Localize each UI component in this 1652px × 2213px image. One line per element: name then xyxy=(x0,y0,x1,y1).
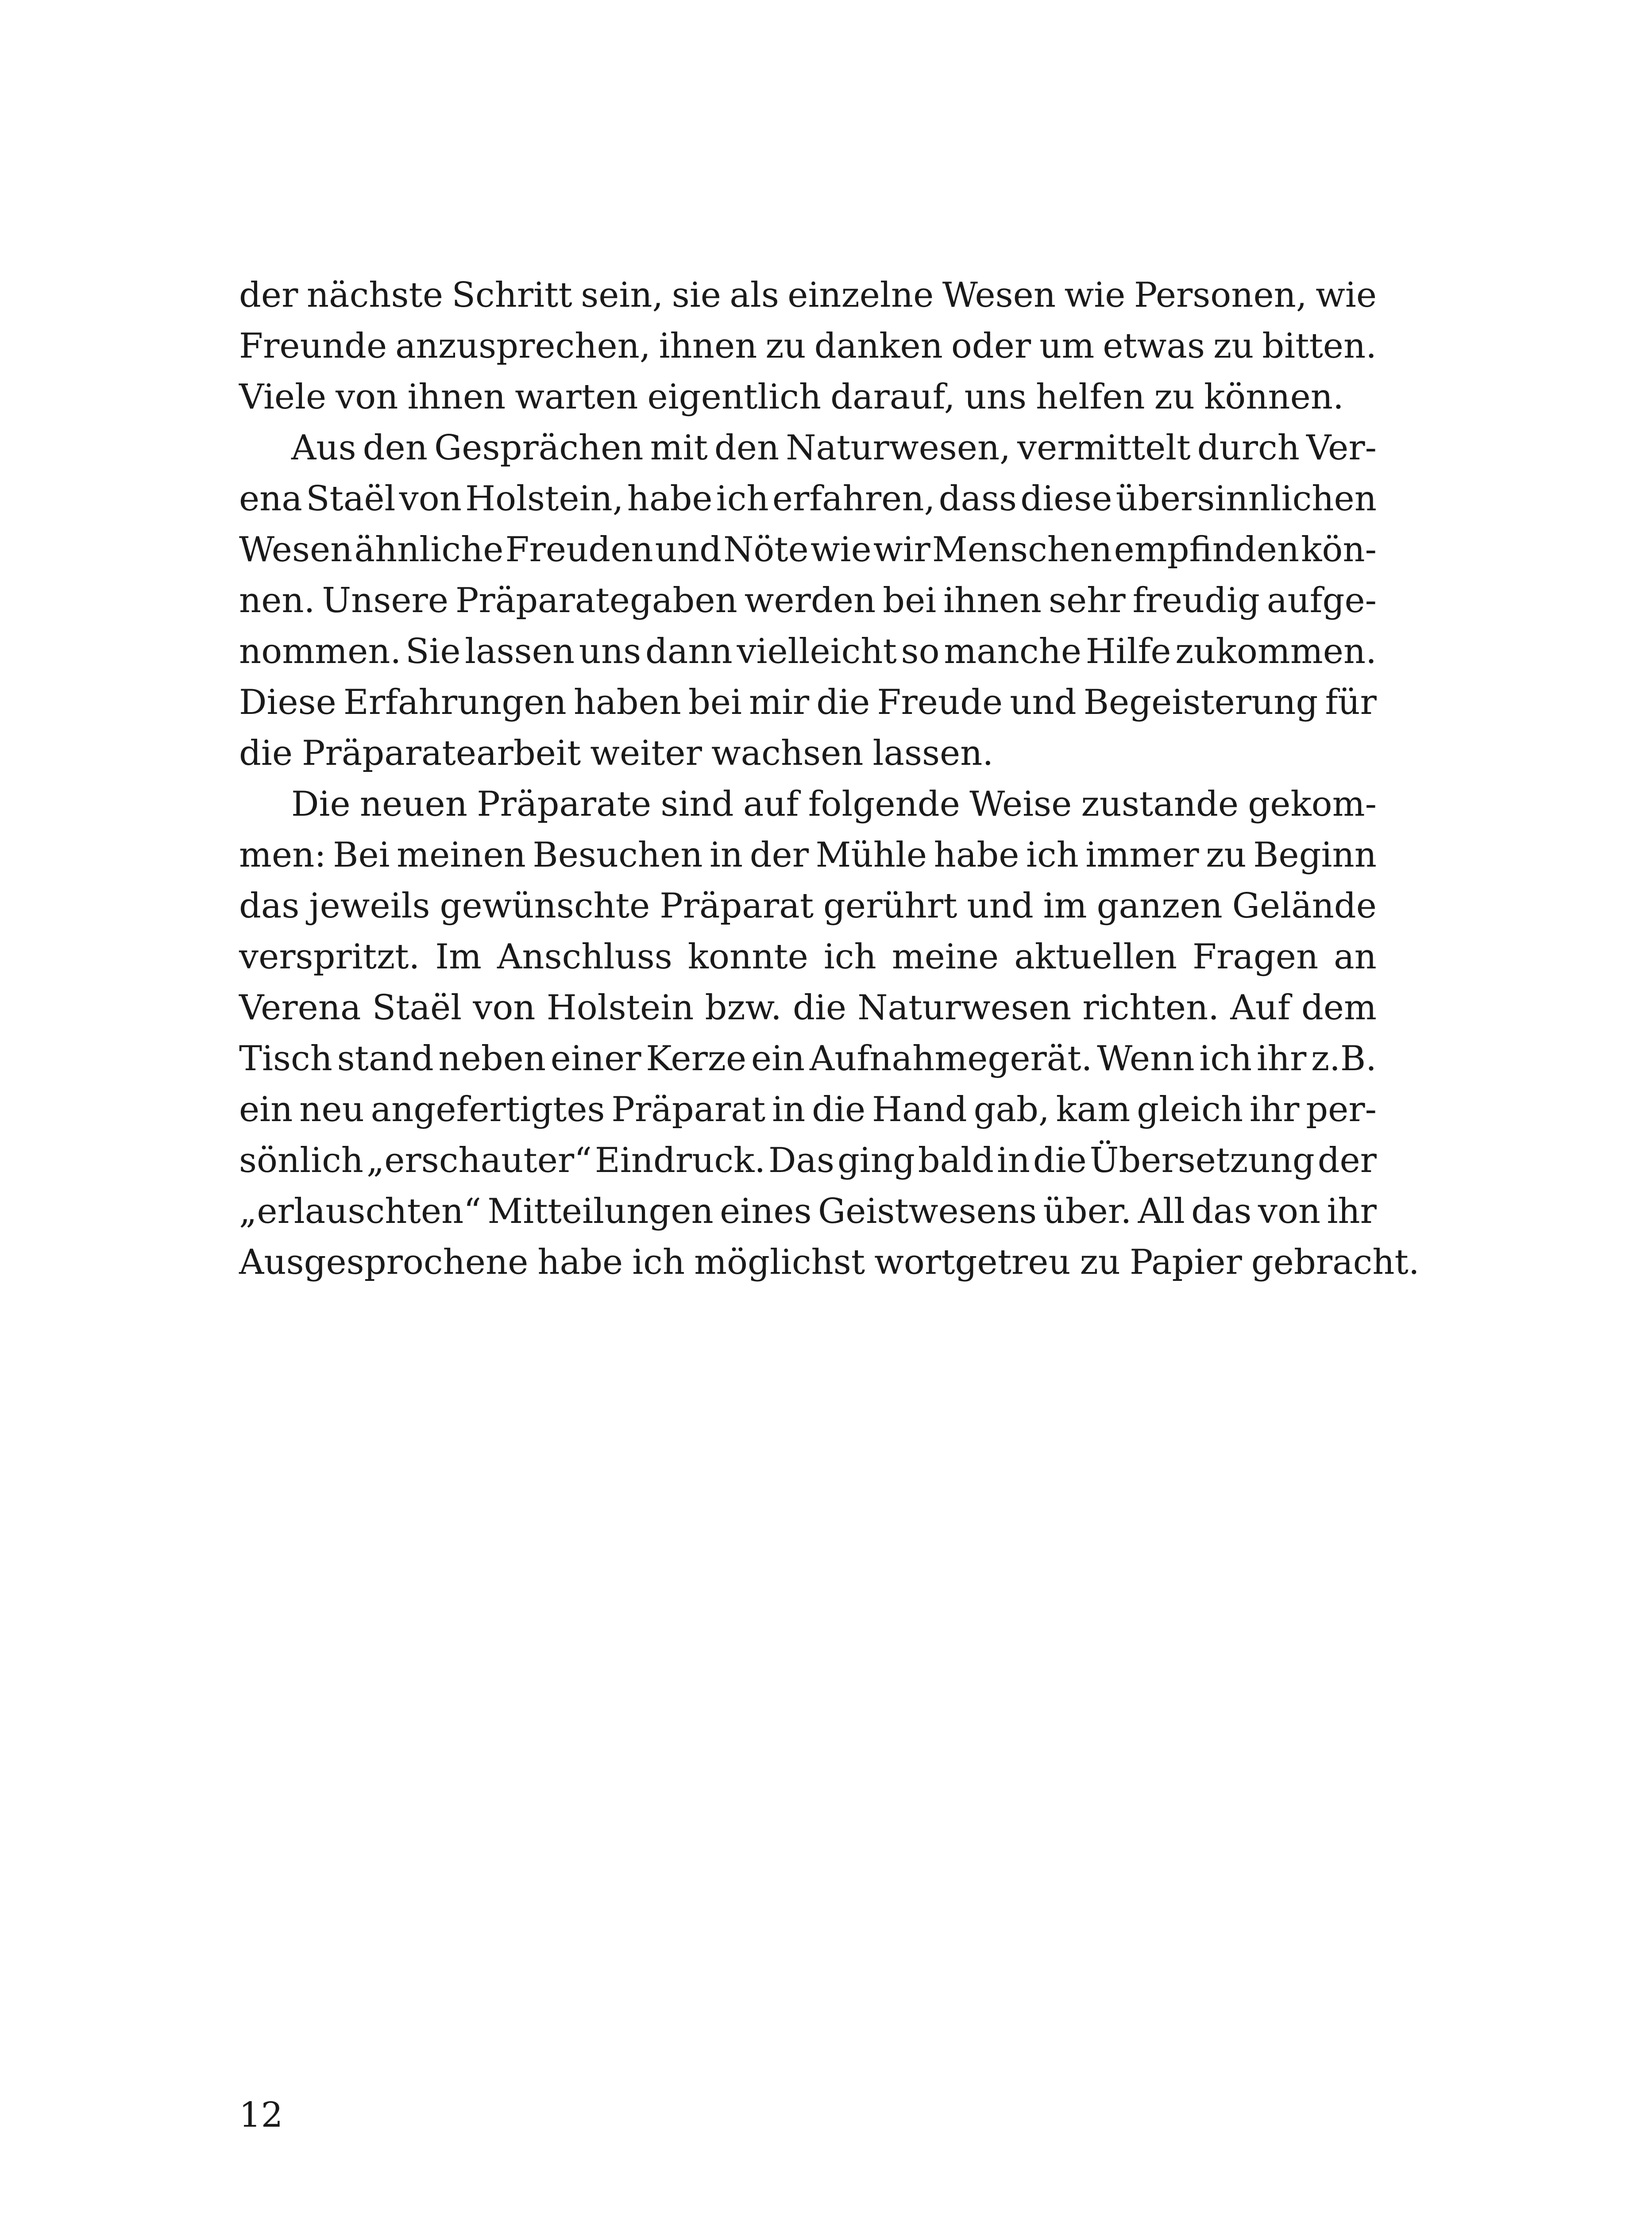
text-line: die Präparatearbeit weiter wachsen lassen. xyxy=(239,733,994,773)
text-line: Wesen ähnliche Freuden und Nöte wie wir Menschen empfinden kön- xyxy=(239,530,1377,570)
text-line: „erlauschten“ Mitteilungen eines Geistwesens über. All das von ihr xyxy=(239,1191,1377,1231)
text-line: Diese Erfahrungen haben bei mir die Freude und Begeisterung für xyxy=(239,682,1377,722)
text-line: Die neuen Präparate sind auf folgende Weise zustande gekom- xyxy=(291,784,1377,824)
text-line: Ausgesprochene habe ich möglichst wortgetreu zu Papier gebracht. xyxy=(239,1242,1420,1282)
text-line: ein neu angefertigtes Präparat in die Hand gab, kam gleich ihr per- xyxy=(239,1090,1377,1130)
text-line: Aus den Gesprächen mit den Naturwesen, vermittelt durch Ver- xyxy=(291,428,1377,468)
text-line: nen. Unsere Präparategaben werden bei ihnen sehr freudig aufge- xyxy=(239,581,1377,621)
text-line: der nächste Schritt sein, sie als einzelne Wesen wie Personen, wie xyxy=(239,275,1377,315)
paragraph xyxy=(239,423,1377,779)
text-line: men: Bei meinen Besuchen in der Mühle habe ich immer zu Beginn xyxy=(239,835,1377,875)
paragraph xyxy=(239,779,1420,1288)
text-line: verspritzt. Im Anschluss konnte ich meine aktuellen Fragen an xyxy=(239,937,1377,977)
text-line: nommen. Sie lassen uns dann vielleicht so manche Hilfe zukommen. xyxy=(239,632,1377,671)
text-line: Freunde anzusprechen, ihnen zu danken oder um etwas zu bitten. xyxy=(239,326,1377,366)
text-line: sönlich „erschauter“ Eindruck. Das ging bald in die Übersetzung der xyxy=(239,1141,1377,1180)
text-line: Viele von ihnen warten eigentlich darauf, uns helfen zu können. xyxy=(239,377,1344,417)
body-text xyxy=(239,270,1420,1288)
text-line: Tisch stand neben einer Kerze ein Aufnahmegerät. Wenn ich ihr z.B. xyxy=(239,1039,1377,1079)
text-line: Verena Staël von Holstein bzw. die Naturwesen richten. Auf dem xyxy=(239,988,1377,1028)
text-line: das jeweils gewünschte Präparat gerührt und im ganzen Gelände xyxy=(239,886,1377,926)
text-line: ena Staël von Holstein, habe ich erfahren, dass diese übersinnlichen xyxy=(239,479,1377,519)
paragraph xyxy=(239,270,1377,423)
page-number: 12 xyxy=(239,2095,283,2135)
